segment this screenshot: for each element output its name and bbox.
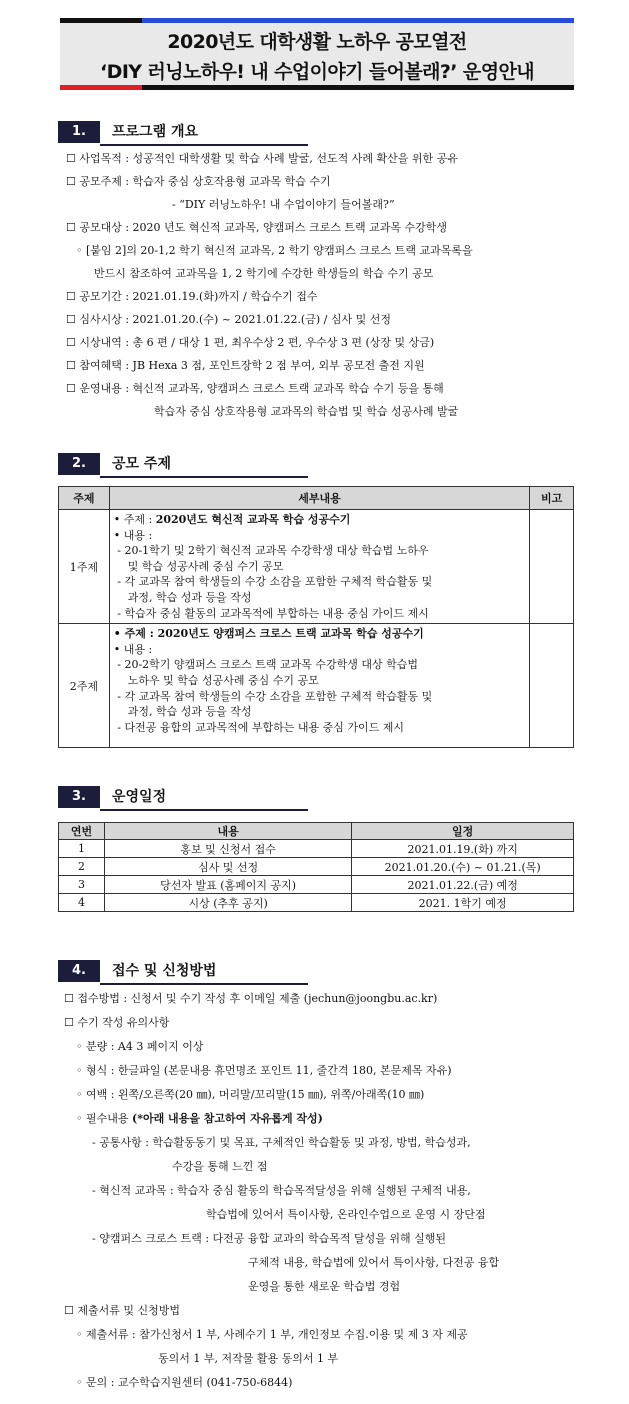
section-3-underline <box>100 809 308 811</box>
section-2-underline <box>100 476 308 478</box>
section-1-number: 1. <box>58 121 100 143</box>
apply-required-bold: (*아래 내용을 참고하여 자유롭게 작성) <box>132 1112 323 1125</box>
apply-volume: ◦ 분량 : A4 3 페이지 이상 <box>76 1040 204 1053</box>
apply-cross-1: - 양캠퍼스 크로스 트랙 : 다전공 융합 교과의 학습목적 달성을 위해 실행된 <box>92 1232 447 1245</box>
topic-row-1 <box>59 510 574 624</box>
section-1-underline <box>100 144 308 146</box>
topic-detail-line: - 다전공 융합의 교과목적에 부합하는 내용 중심 가이드 제시 <box>113 720 404 734</box>
topic-detail-line: - 각 교과목 참여 학생들의 수강 소감을 포함한 구체적 학습활동 및 <box>113 689 433 703</box>
schedule-date: 2021.01.19.(화) 까지 <box>352 840 574 858</box>
section-3-title: 운영일정 <box>112 789 167 805</box>
topic-header-subject: 주제 <box>59 487 110 510</box>
section-4-number: 4. <box>58 960 100 982</box>
schedule-date: 2021.01.22.(금) 예정 <box>352 876 574 894</box>
apply-required-prefix: ◦ 필수내용 <box>76 1112 132 1125</box>
apply-cross-2: 구체적 내용, 학습법에 있어서 특이사항, 다전공 융합 <box>248 1256 500 1269</box>
topic-theme-prefix: • 주제 : <box>113 627 158 641</box>
schedule-date: 2021. 1학기 예정 <box>352 894 574 912</box>
schedule-content: 시상 (추후 공지) <box>104 894 351 912</box>
topic-content-1 <box>109 510 529 624</box>
schedule-content: 당선자 발표 (홈페이지 공지) <box>104 876 351 894</box>
apply-method: ☐ 접수방법 : 신청서 및 수기 작성 후 이메일 제출 (jechun@joongbu.ac.kr) <box>64 992 438 1005</box>
apply-docs-1: ◦ 제출서류 : 참가신청서 1 부, 사례수기 1 부, 개인정보 수집.이용 및 제 3 자 제공 <box>76 1328 468 1341</box>
topic-theme: 2020년도 혁신적 교과목 학습 성공수기 <box>155 513 351 526</box>
schedule-date: 2021.01.20.(수) ~ 01.21.(목) <box>352 858 574 876</box>
apply-format: ◦ 형식 : 한글파일 (본문내용 휴먼명조 포인트 11, 줄간격 180, 본문제목 자유) <box>76 1064 452 1077</box>
topic-detail-line: 과정, 학습 성과 등을 작성 <box>113 590 252 604</box>
schedule-header <box>59 823 574 840</box>
table-row <box>59 894 574 912</box>
section-4-underline <box>100 983 308 985</box>
banner-accent-top-black <box>60 18 142 23</box>
topic-note <box>530 624 574 748</box>
topic-theme-line <box>114 512 525 528</box>
table-row <box>59 876 574 894</box>
topic-header-note: 비고 <box>530 487 574 510</box>
topic-detail-line: 노하우 및 학습 성공사례 중심 수기 공모 <box>113 673 319 687</box>
apply-contact: ◦ 문의 : 교수학습지원센터 (041-750-6844) <box>76 1376 293 1389</box>
topic-content-2 <box>109 624 529 748</box>
schedule-table <box>58 822 574 912</box>
apply-common-2: 수강을 통해 느낀 점 <box>172 1160 268 1173</box>
topic-table <box>58 486 574 748</box>
schedule-no: 4 <box>59 894 105 912</box>
section-2-number: 2. <box>58 453 100 475</box>
section-4-title: 접수 및 신청방법 <box>112 963 217 979</box>
section-1-title: 프로그램 개요 <box>112 124 199 140</box>
topic-label: 1주제 <box>59 510 110 624</box>
topic-theme-prefix: • 주제 : <box>113 513 156 526</box>
table-row <box>59 858 574 876</box>
overview-benefits: ☐ 참여혜택 : JB Hexa 3 점, 포인트장학 2 점 부여, 외부 공모전 출전 지원 <box>66 359 425 372</box>
topic-detail-line: - 학습자 중심 활동의 교과목적에 부합하는 내용 중심 가이드 제시 <box>113 606 429 620</box>
banner-accent-bottom-black <box>142 85 574 90</box>
section-2-title: 공모 주제 <box>112 456 171 472</box>
topic-table-header <box>59 487 574 510</box>
table-row <box>59 840 574 858</box>
schedule-header-no: 연번 <box>59 823 105 840</box>
apply-innov-2: 학습법에 있어서 특이사항, 온라인수업으로 운영 시 장단점 <box>206 1208 486 1221</box>
schedule-content: 심사 및 선정 <box>104 858 351 876</box>
schedule-content: 홍보 및 신청서 접수 <box>104 840 351 858</box>
topic-detail-line: 및 학습 성공사례 중심 수기 공모 <box>113 559 284 573</box>
overview-awards: ☐ 시상내역 : 총 6 편 / 대상 1 편, 최우수상 2 편, 우수상 3 편 (상장 및 상금) <box>66 336 435 349</box>
overview-topic-slogan: - “DIY 러닝노하우! 내 수업이야기 들어볼래?” <box>172 198 395 211</box>
apply-cross-3: 운영을 통한 새로운 학습법 경험 <box>248 1280 401 1293</box>
apply-docs-head: ☐ 제출서류 및 신청방법 <box>64 1304 180 1317</box>
overview-target-detail-2: 반드시 참조하여 교과목을 1, 2 학기에 수강한 학생들의 학습 수기 공모 <box>94 267 434 280</box>
apply-required <box>76 1112 323 1126</box>
topic-note <box>530 510 574 624</box>
overview-review: ☐ 심사시상 : 2021.01.20.(수) ~ 2021.01.22.(금) / 심사 및 선정 <box>66 313 391 326</box>
title-line-2: ‘DIY 러닝노하우! 내 수업이야기 들어볼래?’ 운영안내 <box>100 61 534 83</box>
apply-docs-2: 동의서 1 부, 저작물 활용 동의서 1 부 <box>158 1352 339 1365</box>
apply-notes-head: ☐ 수기 작성 유의사항 <box>64 1016 170 1029</box>
schedule-no: 1 <box>59 840 105 858</box>
topic-detail-line: - 각 교과목 참여 학생들의 수강 소감을 포함한 구체적 학습활동 및 <box>113 575 433 589</box>
topic-theme-line <box>114 626 525 642</box>
overview-target-detail-1: ◦ [붙임 2]의 20-1,2 학기 혁신적 교과목, 2 학기 양캠퍼스 크로스 트랙 교과목록을 <box>76 244 473 257</box>
topic-detail-line: - 20-1학기 및 2학기 혁신적 교과목 수강학생 대상 학습법 노하우 <box>113 544 429 558</box>
schedule-header-content: 내용 <box>104 823 351 840</box>
title-line-1: 2020년도 대학생활 노하우 공모열전 <box>167 31 467 53</box>
apply-margin: ◦ 여백 : 왼쪽/오른쪽(20 ㎜), 머리말/꼬리말(15 ㎜), 위쪽/아래쪽(10 ㎜) <box>76 1088 425 1101</box>
apply-innov-1: - 혁신적 교과목 : 학습자 중심 활동의 학습목적달성을 위해 실행된 구체적 내용, <box>92 1184 471 1197</box>
overview-operation-1: ☐ 운영내용 : 혁신적 교과목, 양캠퍼스 크로스 트랙 교과목 학습 수기 등을 통해 <box>66 382 444 395</box>
apply-common-1: - 공통사항 : 학습활동동기 및 목표, 구체적인 학습활동 및 과정, 방법, 학습성과, <box>92 1136 471 1149</box>
topic-detail-line: - 20-2학기 양캠퍼스 크로스 트랙 교과목 수강학생 대상 학습법 <box>113 658 419 672</box>
topic-row-2 <box>59 624 574 748</box>
banner-accent-top-blue <box>142 18 574 23</box>
topic-detail-line: • 내용 : <box>113 528 153 542</box>
overview-topic: ☐ 공모주제 : 학습자 중심 상호작용형 교과목 학습 수기 <box>66 175 331 188</box>
overview-operation-2: 학습자 중심 상호작용형 교과목의 학습법 및 학습 성공사례 발굴 <box>154 405 459 418</box>
topic-theme: 2020년도 양캠퍼스 크로스 트랙 교과목 학습 성공수기 <box>157 627 424 641</box>
schedule-no: 2 <box>59 858 105 876</box>
topic-detail-line: • 내용 : <box>113 642 153 656</box>
schedule-header-date: 일정 <box>352 823 574 840</box>
schedule-no: 3 <box>59 876 105 894</box>
overview-target: ☐ 공모대상 : 2020 년도 혁신적 교과목, 양캠퍼스 크로스 트랙 교과목 수강학생 <box>66 221 448 234</box>
overview-period: ☐ 공모기간 : 2021.01.19.(화)까지 / 학습수기 접수 <box>66 290 318 303</box>
topic-header-detail: 세부내용 <box>109 487 529 510</box>
banner-accent-bottom-red <box>60 85 142 90</box>
section-3-number: 3. <box>58 786 100 808</box>
topic-label: 2주제 <box>59 624 110 748</box>
overview-purpose: ☐ 사업목적 : 성공적인 대학생활 및 학습 사례 발굴, 선도적 사례 확산을 위한 공유 <box>66 152 458 165</box>
topic-detail-line: 과정, 학습 성과 등을 작성 <box>113 705 252 719</box>
